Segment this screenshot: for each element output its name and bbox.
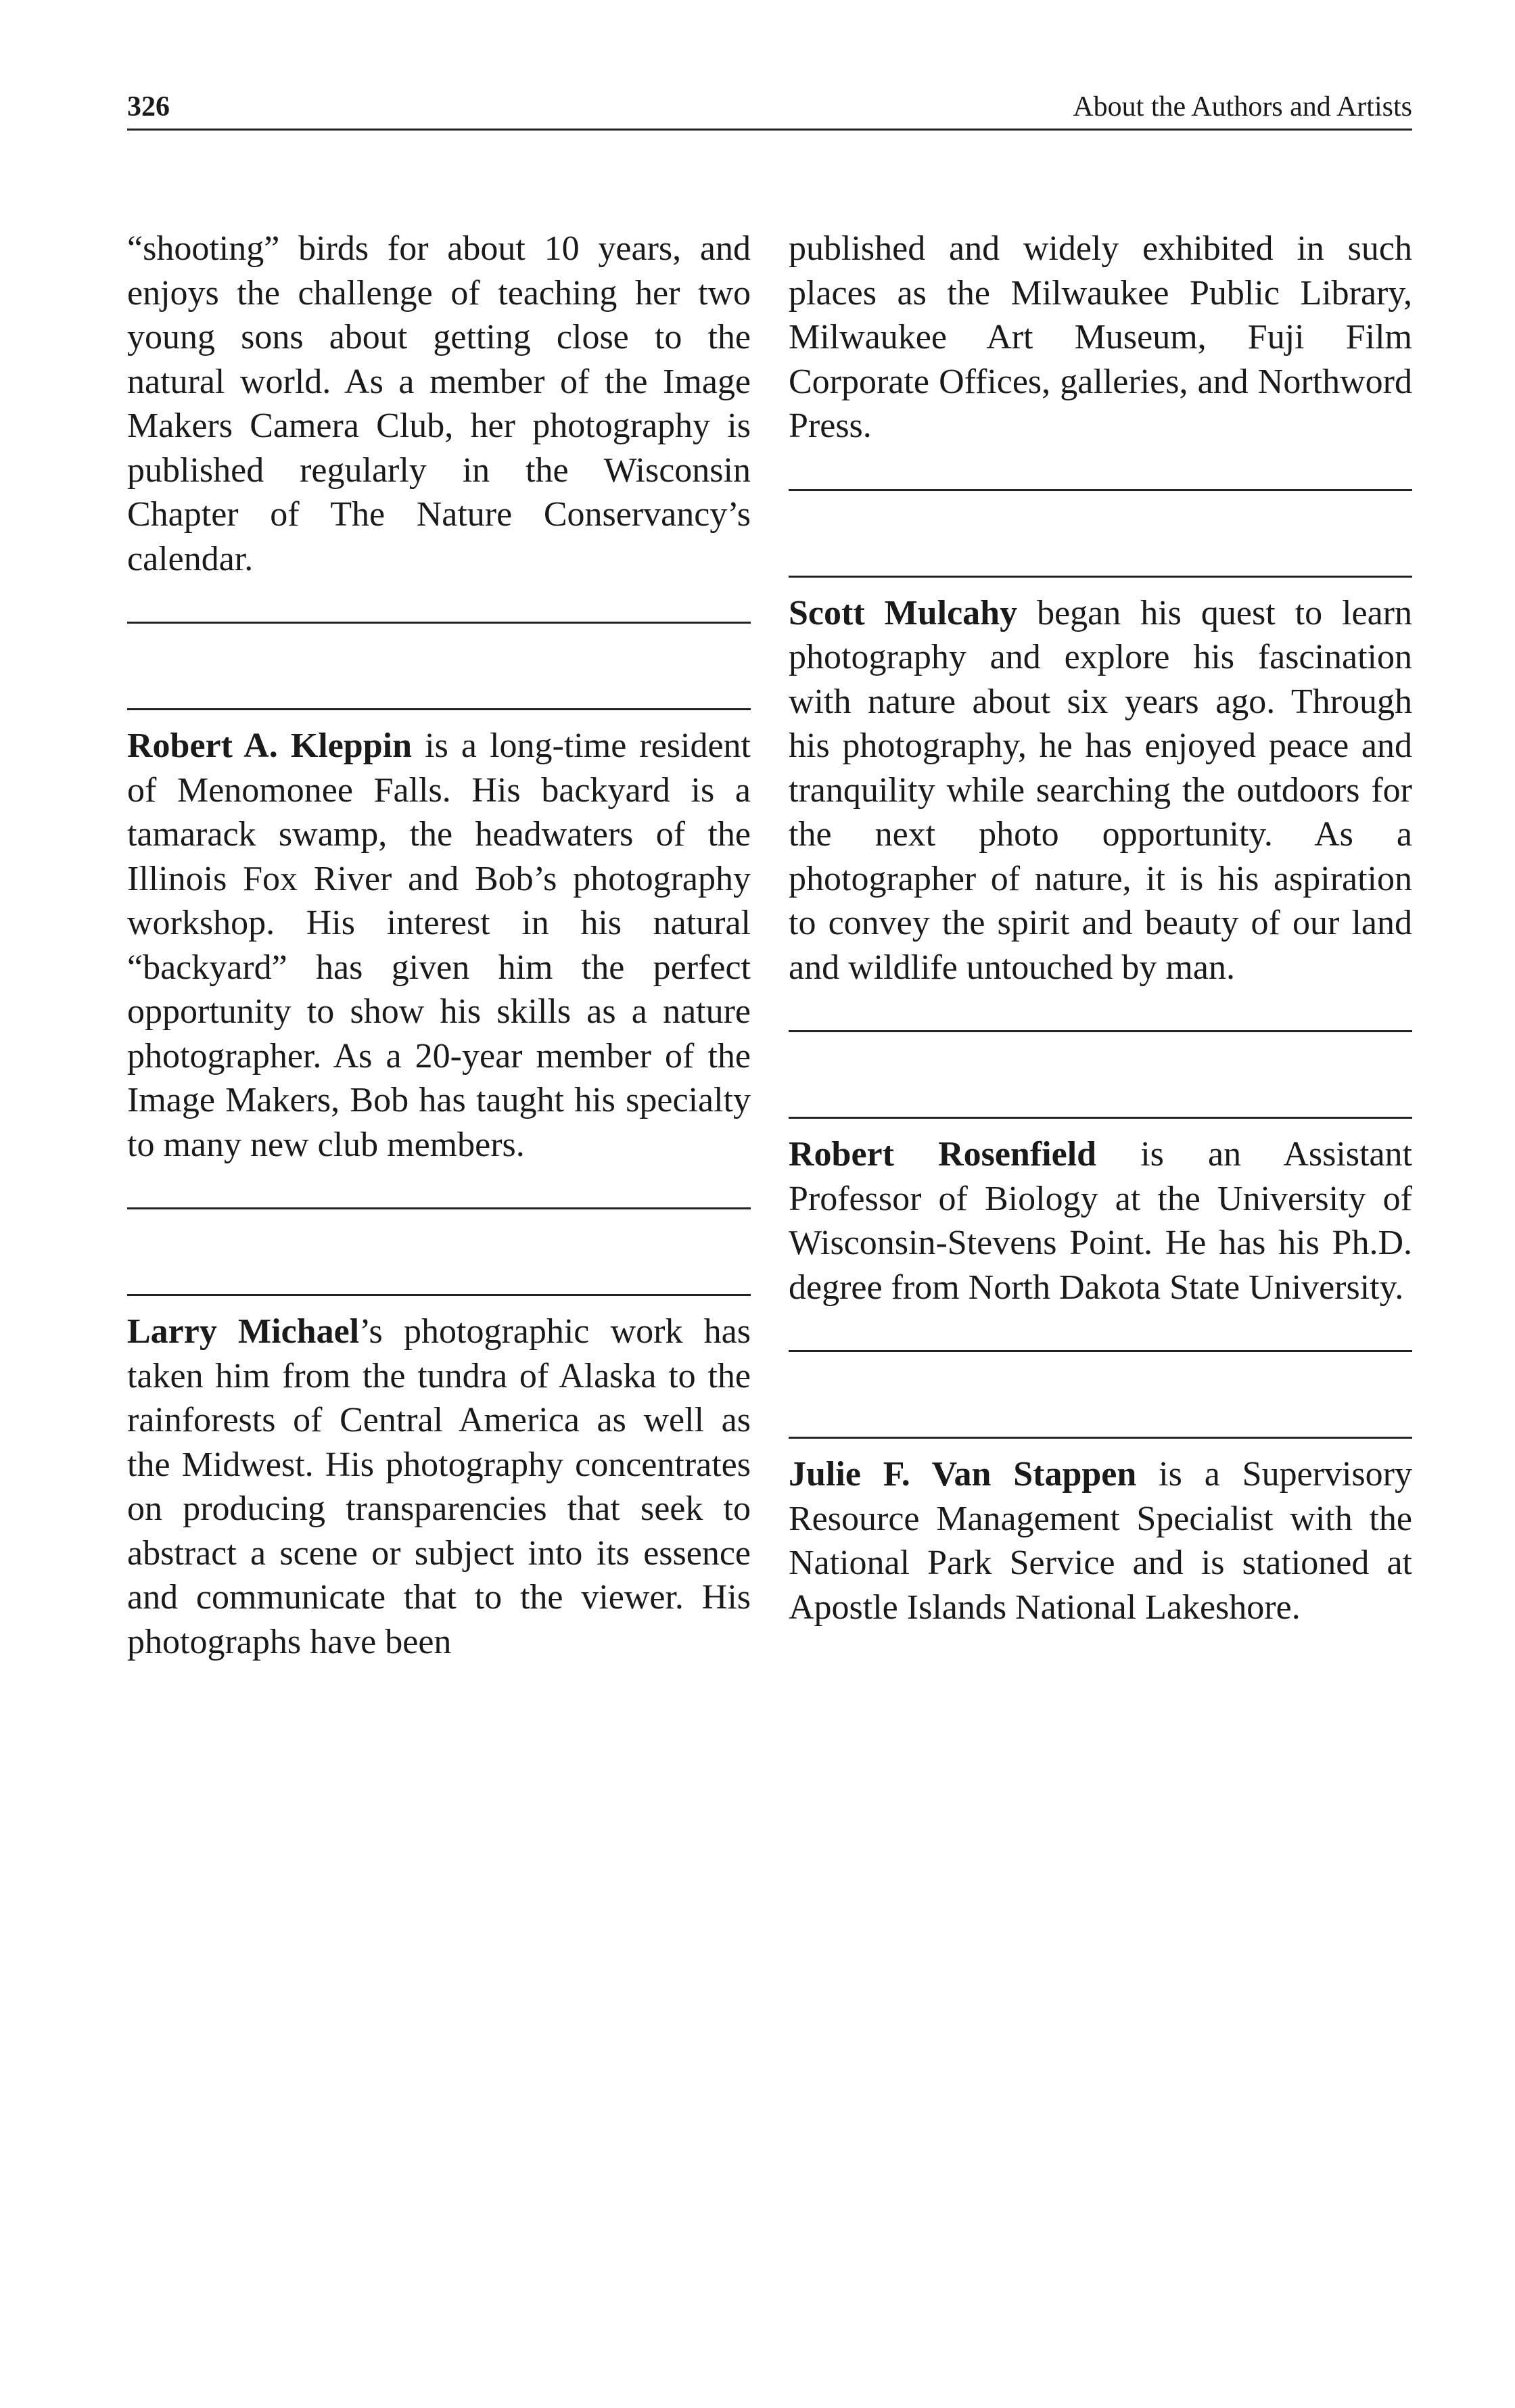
bio-divider — [789, 1030, 1412, 1032]
bio-divider — [789, 576, 1412, 578]
bio-entry-mulcahy — [789, 591, 1412, 990]
bio-entry-michael — [127, 1310, 751, 1664]
bio-divider — [127, 1207, 751, 1209]
author-name: Robert A. Kleppin — [127, 726, 413, 765]
bio-divider — [127, 1294, 751, 1296]
bio-divider — [789, 1117, 1412, 1119]
running-title: About the Authors and Artists — [1073, 91, 1412, 122]
bio-divider — [127, 708, 751, 710]
bio-entry-van-stappen — [789, 1452, 1412, 1629]
bio-text: is an Assistant Professor of Biology at the University of Wisconsin-Stevens Point. He has his Ph.D. degree from North Dakota State University. — [789, 1135, 1413, 1307]
author-name: Robert Rosenfield — [789, 1135, 1097, 1174]
author-name: Larry Michael — [127, 1312, 360, 1351]
bio-divider — [789, 1350, 1412, 1352]
author-name: Scott Mulcahy — [789, 593, 1018, 632]
bio-entry-kleppin — [127, 724, 751, 1167]
bio-divider — [789, 489, 1412, 491]
bio-entry-rosenfield — [789, 1132, 1412, 1310]
bio-continuation: “shooting” birds for about 10 years, and enjoys the challenge of teaching her two young sons about getting close to the natural world. As a member of the Image Makers Camera Club, her photography is published regularly in the Wisconsin Chapter of The Nature Conservancy’s calendar. — [127, 229, 751, 578]
author-name: Julie F. Van Stappen — [789, 1455, 1137, 1494]
bio-divider — [789, 1437, 1412, 1439]
left-column — [127, 227, 751, 1664]
bio-divider — [127, 622, 751, 624]
running-head — [127, 87, 1412, 127]
bio-text: is a long-time resident of Menomonee Falls. His backyard is a tamarack swamp, the headwaters of the Illinois Fox River and Bob’s photography workshop. His interest in his natural “backyard” has given him the perfect opportunity to show his skills as a nature photographer. As a 20-year member of the Image Makers, Bob has taught his specialty to many new club members. — [127, 726, 751, 1164]
bio-text: is a Supervisory Resource Management Specialist with the National Park Service and is stationed at Apostle Islands National Lakeshore. — [789, 1455, 1412, 1627]
bio-text: began his quest to learn photography and explore his fascination with nature about six years ago. Through his photography, he has enjoyed peace and tranquility while searching the outdoors for the next photo opportunity. As a photographer of nature, it is his aspiration to convey the spirit and beauty of our land and wildlife untouched by man. — [789, 593, 1412, 987]
header-rule — [127, 129, 1412, 131]
right-column — [789, 227, 1412, 1629]
page-number: 326 — [127, 91, 170, 122]
bio-text: ’s photographic work has taken him from the tundra of Alaska to the rainforests of Central America as well as the Midwest. His photography concentrates on producing transparencies that seek to abstract a scene or subject into its essence and communicate that to the viewer. His photographs have been — [127, 1312, 751, 1661]
bio-continuation: published and widely exhibited in such places as the Milwaukee Public Library, Milwaukee Art Museum, Fuji Film Corporate Offices, galleries, and Northword Press. — [789, 229, 1412, 445]
